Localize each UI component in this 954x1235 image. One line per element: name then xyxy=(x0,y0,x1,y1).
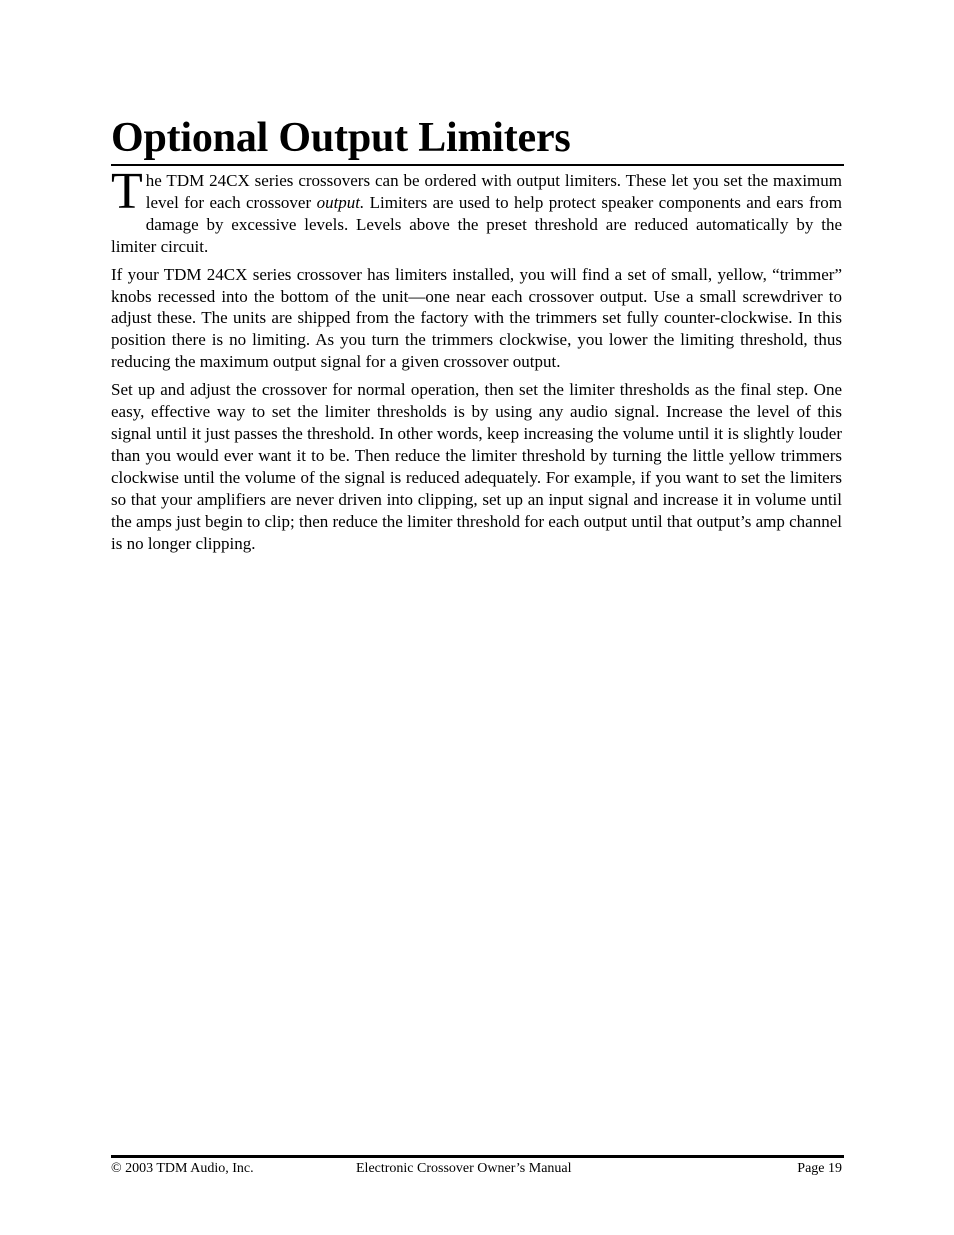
intro-text-start: he TDM 24CX series crossovers can be ordered with output limiters. These let you set the maximum level for each crossover xyxy=(145,171,842,212)
footer-rule xyxy=(111,1155,844,1158)
intro-text-end: Limiters are used to help protect speaker components and ears from damage by excessive levels. Levels above the preset threshold are reduced automatically by the limiter circuit. xyxy=(111,192,843,256)
body-text xyxy=(111,163,843,560)
paragraph-setup: Set up and adjust the crossover for normal operation, then set the limiter thresholds as the final step. One easy, effective way to set the limiter thresholds is by using any audio signal. Increase the level of this signal until it just passes the threshold. In other words, keep increasing the volume until it is slightly louder than you would ever want it to be. Then reduce the limiter threshold by turning the little yellow trimmers clockwise until the volume of the signal is reduced adequately. For example, if you want to set the limiters so that your amplifiers are never driven into clipping, set up an input signal and increase it in volume until the amps just begin to clip; then reduce the limiter threshold for each output until that output’s amp channel is no longer clipping. xyxy=(111,380,842,553)
intro-emphasis: output. xyxy=(316,192,365,212)
paragraph-intro xyxy=(111,163,843,258)
footer-copyright: © 2003 TDM Audio, Inc. xyxy=(111,1161,254,1176)
page-title: Optional Output Limiters xyxy=(111,112,844,166)
drop-cap: T xyxy=(111,163,143,220)
footer-page-number: Page 19 xyxy=(797,1161,842,1176)
paragraph-trimmers: If your TDM 24CX series crossover has limiters installed, you will find a set of small, yellow, “trimmer” knobs recessed into the bottom of the unit—one near each crossover output. Use a small screwdriver to adjust these. The units are shipped from the factory with the trimmers set fully counter-clockwise. In this position there is no limiting. As you turn the trimmers clockwise, you lower the limiting threshold, thus reducing the maximum output signal for a given crossover output. xyxy=(111,264,842,372)
footer-manual-title: Electronic Crossover Owner’s Manual xyxy=(356,1161,572,1176)
